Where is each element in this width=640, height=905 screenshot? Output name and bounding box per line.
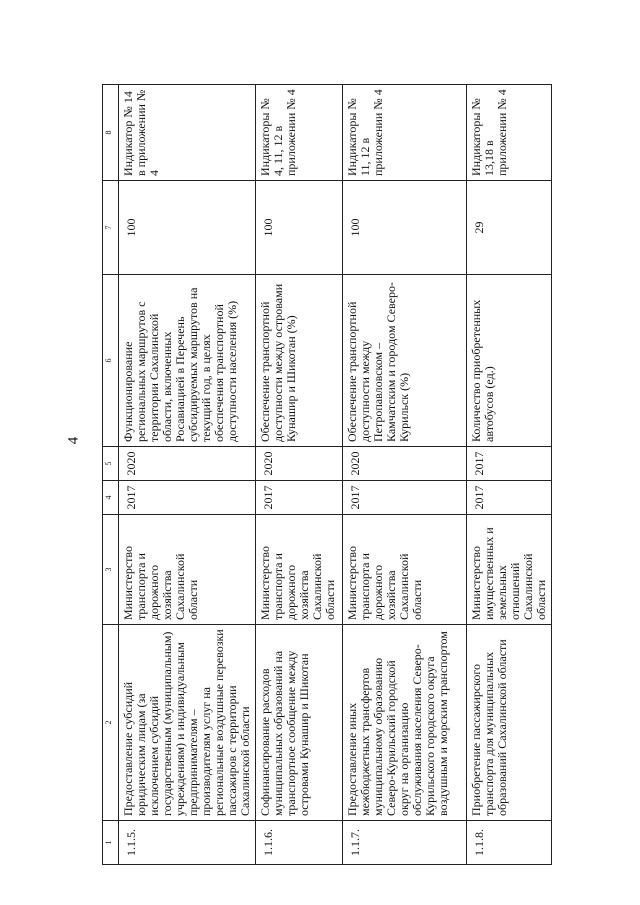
table-row	[343, 85, 467, 865]
table-row	[467, 85, 552, 865]
column-number: 6	[103, 275, 119, 447]
executor: Министерство транспорта и дорожного хозяйства Сахалинской области	[256, 515, 343, 625]
executor: Министерство имущественных и земельных отношений Сахалинской области	[467, 515, 552, 625]
column-number: 2	[103, 625, 119, 821]
executor: Министерство транспорта и дорожного хозяйства Сахалинской области	[343, 515, 467, 625]
indicator-value: 29	[467, 181, 552, 275]
event-number: 1.1.8.	[467, 821, 552, 865]
start-year: 2017	[256, 481, 343, 515]
end-year: 2020	[119, 447, 256, 481]
indicator-name: Обеспечение транспортной доступности между Петропавловском – Камчатским и городом Северо-Курильск (%)	[343, 275, 467, 447]
event-number: 1.1.6.	[256, 821, 343, 865]
indicator-link: Индикаторы № 4, 11, 12 в приложении № 4	[256, 85, 343, 181]
column-number: 1	[103, 821, 119, 865]
indicator-value: 100	[256, 181, 343, 275]
end-year: 2017	[467, 447, 552, 481]
indicator-value: 100	[343, 181, 467, 275]
indicator-link: Индикаторы № 13,18 в приложении № 4	[467, 85, 552, 181]
executor: Министерство транспорта и дорожного хозяйства Сахалинской области	[119, 515, 256, 625]
start-year: 2017	[119, 481, 256, 515]
column-number: 8	[103, 85, 119, 181]
column-number: 4	[103, 481, 119, 515]
event-name: Софинансирование расходов муниципальных образований на транспортное сообщение между островами Кунашир и Шикотан	[256, 625, 343, 821]
column-number-row	[103, 85, 119, 865]
program-events-table	[102, 84, 552, 865]
event-name: Предоставление субсидий юридическим лицам (за исключением субсидий государственным (муниципальным) учреждениям) и индивидуальным предпринимателям – производителям услуг на региональные воздушные перевозки пассажиров с территории Сахалинской области	[119, 625, 256, 821]
indicator-link: Индикаторы № 11, 12 в приложении № 4	[343, 85, 467, 181]
event-name: Приобретение пассажирского транспорта для муниципальных образований Сахалинской области	[467, 625, 552, 821]
table-row	[119, 85, 256, 865]
start-year: 2017	[467, 481, 552, 515]
column-number: 5	[103, 447, 119, 481]
page-number: 4	[65, 436, 82, 445]
column-number: 7	[103, 181, 119, 275]
event-number: 1.1.7.	[343, 821, 467, 865]
table-row	[256, 85, 343, 865]
indicator-link: Индикатор № 14 в приложении № 4	[119, 85, 256, 181]
indicator-name: Обеспечение транспортной доступности между островами Кунашир и Шикотан (%)	[256, 275, 343, 447]
indicator-name: Количество приобретенных автобусов (ед.)	[467, 275, 552, 447]
indicator-name: Функционирование региональных маршрутов с территории Сахалинской области, включенных Росавиацией в Перечень субсидируемых маршрутов на текущий год, в целях обеспечения транспортной доступности населения (%)	[119, 275, 256, 447]
event-name: Предоставление иных межбюджетных трансфертов муниципальному образованию Северо-Курильский городской округ на организацию обслуживания населения Северо-Курильского городского округа воздушным и морским транспортом	[343, 625, 467, 821]
end-year: 2020	[256, 447, 343, 481]
column-number: 3	[103, 515, 119, 625]
event-number: 1.1.5.	[119, 821, 256, 865]
start-year: 2017	[343, 481, 467, 515]
indicator-value: 100	[119, 181, 256, 275]
end-year: 2020	[343, 447, 467, 481]
